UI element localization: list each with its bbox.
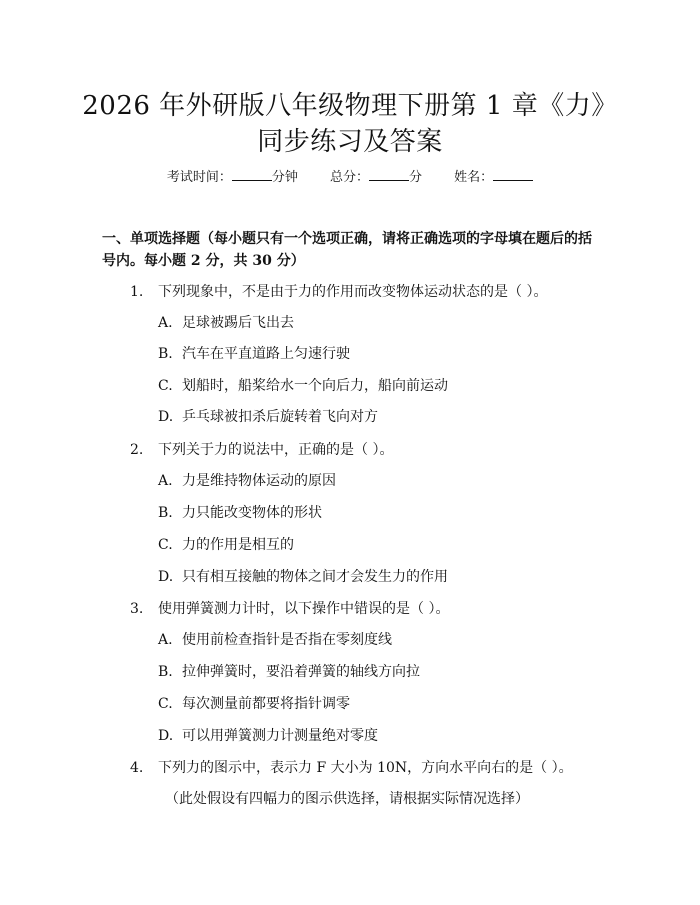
exam-meta xyxy=(0,168,700,188)
option-letter: B. xyxy=(158,346,173,362)
question-4 xyxy=(130,758,573,778)
question-1-option-a xyxy=(158,313,294,333)
name-field xyxy=(454,170,533,185)
section-heading xyxy=(102,228,602,272)
option-text: 足球被踢后飞出去 xyxy=(182,315,294,331)
score-field xyxy=(330,170,426,185)
question-1-option-b xyxy=(158,344,350,364)
option-letter: B. xyxy=(158,505,173,521)
question-stem: 下列关于力的说法中，正确的是（ ）。 xyxy=(158,442,394,458)
question-stem: 下列力的图示中，表示力 F 大小为 10N，方向水平向右的是（ ）。 xyxy=(158,760,573,776)
option-text: 乒乓球被扣杀后旋转着飞向对方 xyxy=(182,409,378,425)
option-letter: C. xyxy=(158,378,173,394)
option-letter: A. xyxy=(158,473,173,489)
question-3-option-a xyxy=(158,630,392,650)
option-text: 力只能改变物体的形状 xyxy=(182,505,322,521)
question-2-option-b xyxy=(158,503,322,523)
question-2-option-a xyxy=(158,471,336,491)
question-2 xyxy=(130,440,393,460)
question-1-option-d xyxy=(158,407,378,427)
page-subtitle: 同步练习及答案 xyxy=(257,127,443,157)
option-text: 拉伸弹簧时，要沿着弹簧的轴线方向拉 xyxy=(182,664,420,680)
option-text: 力的作用是相互的 xyxy=(182,537,294,553)
name-label: 姓名： xyxy=(454,170,494,185)
option-text: 力是维持物体运动的原因 xyxy=(182,473,336,489)
option-text: 可以用弹簧测力计测量绝对零度 xyxy=(182,728,378,744)
question-2-option-c xyxy=(158,535,294,555)
option-letter: D. xyxy=(158,409,174,425)
time-unit: 分钟 xyxy=(271,170,298,185)
page-title: 2026 年外研版八年级物理下册第 1 章《力》 xyxy=(82,91,618,121)
option-letter: B. xyxy=(158,664,173,680)
question-number: 1. xyxy=(130,284,144,300)
question-number: 3. xyxy=(130,601,144,617)
section-heading-line2: 号内。每小题 2 分，共 30 分） xyxy=(102,253,305,269)
question-3-option-b xyxy=(158,662,420,682)
section-heading-line1: 一、单项选择题（每小题只有一个选项正确，请将正确选项的字母填在题后的括 xyxy=(102,231,592,247)
option-letter: A. xyxy=(158,315,173,331)
option-letter: C. xyxy=(158,537,173,553)
question-3 xyxy=(130,599,449,619)
option-text: 使用前检查指针是否指在零刻度线 xyxy=(182,632,392,648)
time-field xyxy=(167,170,302,185)
score-unit: 分 xyxy=(409,170,423,185)
option-text: 汽车在平直道路上匀速行驶 xyxy=(182,346,350,362)
question-2-option-d xyxy=(158,567,448,587)
option-text: 划船时，船桨给水一个向后力，船向前运动 xyxy=(182,378,448,394)
question-1 xyxy=(130,282,547,302)
question-number: 2. xyxy=(130,442,144,458)
option-text: 每次测量前都要将指针调零 xyxy=(182,696,350,712)
question-3-option-c xyxy=(158,694,350,714)
question-4-note: （此处假设有四幅力的图示供选择，请根据实际情况选择） xyxy=(165,791,529,807)
option-letter: A. xyxy=(158,632,173,648)
question-number: 4. xyxy=(130,760,144,776)
question-1-option-c xyxy=(158,376,448,396)
question-stem: 下列现象中，不是由于力的作用而改变物体运动状态的是（ ）。 xyxy=(158,284,548,300)
option-letter: D. xyxy=(158,569,174,585)
name-blank xyxy=(493,168,533,181)
score-label: 总分： xyxy=(329,170,369,185)
option-letter: C. xyxy=(158,696,173,712)
time-label: 考试时间： xyxy=(166,170,232,185)
option-text: 只有相互接触的物体之间才会发生力的作用 xyxy=(182,569,448,585)
question-3-option-d xyxy=(158,726,378,746)
option-letter: D. xyxy=(158,728,174,744)
score-blank xyxy=(369,168,409,181)
time-blank xyxy=(232,168,272,181)
question-stem: 使用弹簧测力计时，以下操作中错误的是（ ）。 xyxy=(158,601,450,617)
